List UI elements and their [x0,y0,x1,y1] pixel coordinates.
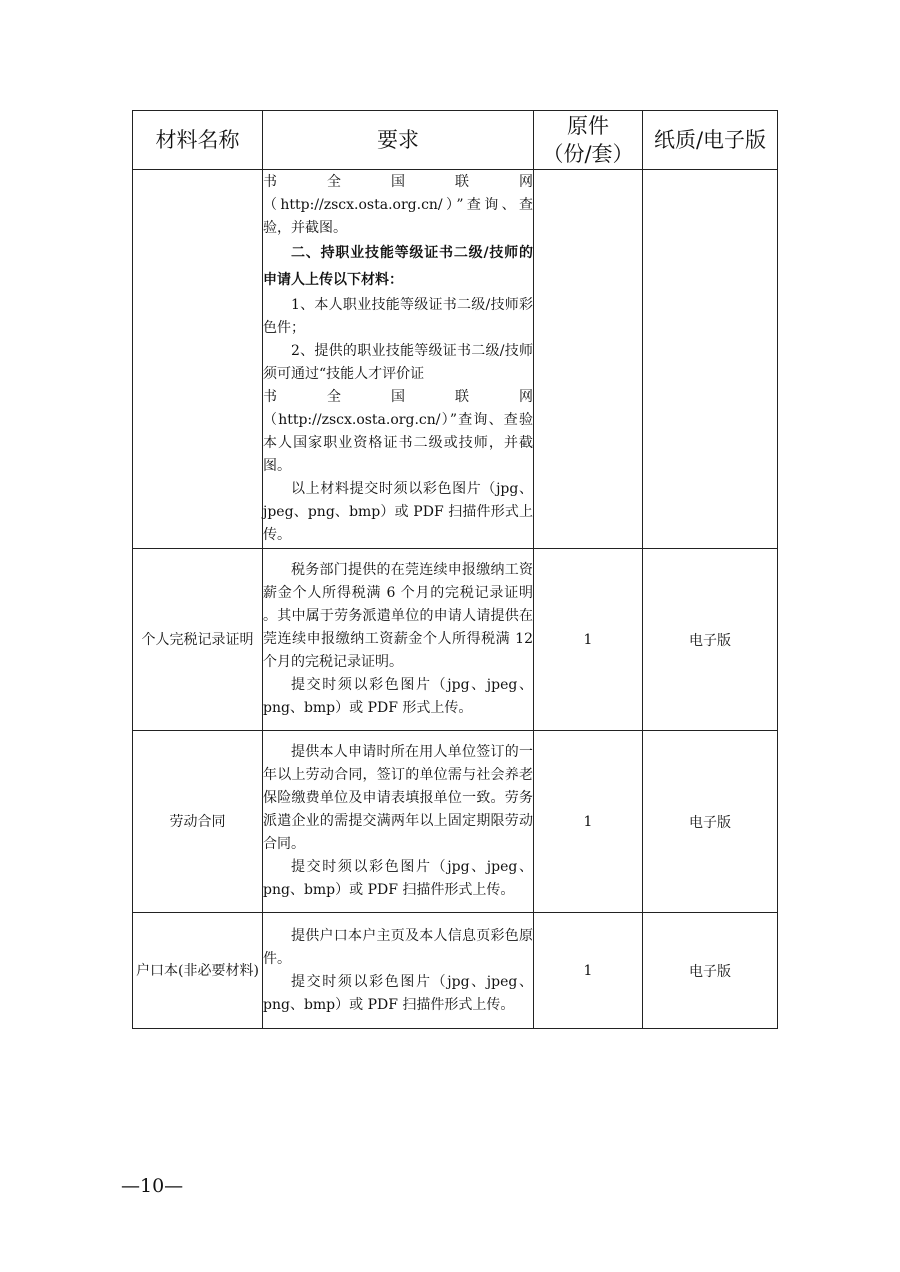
spread-char: 网 [519,389,533,405]
spread-char: 国 [391,174,405,190]
header-count [534,111,643,170]
spread-char: 书 [263,174,277,190]
continuation-item-2: 2、提供的职业技能等级证书二级/技师须可通过“技能人才评价证 [263,343,533,382]
spread-char: 国 [391,389,405,405]
original-count: 1 [534,913,643,1029]
materials-table [132,110,778,1029]
spread-char: 网 [519,174,533,190]
spread-char: 全 [327,174,341,190]
spread-char: 联 [455,389,469,405]
requirement-text: 提供户口本户主页及本人信息页彩色原件。 [263,927,533,967]
spread-line-1 [263,171,533,194]
requirement-cell [263,549,534,731]
header-format: 纸质/电子版 [643,111,778,170]
page-number: —10— [121,1175,184,1197]
table-row [133,731,778,913]
requirement-cell [263,731,534,913]
continuation-name-cell [133,170,263,549]
requirement-note: 提交时须以彩色图片（jpg、jpeg、png、bmp）或 PDF 扫描件形式上传。 [263,973,533,1013]
spread-char: 全 [327,389,341,405]
continuation-format-cell [643,170,778,549]
continuation-text-1: （http://zscx.osta.org.cn/）”查询、查验，并截图。 [263,197,533,236]
continuation-item-1: 1、本人职业技能等级证书二级/技师彩色件； [263,297,533,336]
header-count-line2: （份/套） [542,142,634,166]
material-name: 户口本(非必要材料) [133,913,263,1029]
original-count: 1 [534,731,643,913]
continuation-note: 以上材料提交时须以彩色图片（jpg、jpeg、png、bmp）或 PDF 扫描件形式上传。 [263,481,533,543]
format-value: 电子版 [643,913,778,1029]
continuation-count-cell [534,170,643,549]
continuation-item-2-rest: （http://zscx.osta.org.cn/）”查询、查验本人国家职业资格证书二级或技师，并截图。 [263,412,533,474]
requirement-text: 税务部门提供的在莞连续申报缴纳工资薪金个人所得税满 6 个月的完税记录证明 。其中属于劳务派遣单位的申请人请提供在莞连续申报缴纳工资薪金个人所得税满 12 个月的完税记录证明。 [263,562,533,670]
requirement-text: 提供本人申请时所在用人单位签订的一年以上劳动合同，签订的单位需与社会养老保险缴费单位及申请表填报单位一致。劳务派遣企业的需提交满两年以上固定期限劳动合同。 [263,744,533,852]
format-value: 电子版 [643,731,778,913]
continuation-requirement-cell [263,170,534,549]
requirement-note: 提交时须以彩色图片（jpg、jpeg、png、bmp）或 PDF 形式上传。 [263,677,533,716]
header-name: 材料名称 [133,111,263,170]
continuation-heading: 二、持职业技能等级证书二级/技师的申请人上传以下材料： [263,245,533,288]
header-count-line1: 原件 [567,114,609,138]
material-name: 个人完税记录证明 [133,549,263,731]
table-row [133,549,778,731]
format-value: 电子版 [643,549,778,731]
requirement-cell [263,913,534,1029]
spread-char: 书 [263,389,277,405]
header-requirement: 要求 [263,111,534,170]
material-name: 劳动合同 [133,731,263,913]
table-row-continuation [133,170,778,549]
header-row [133,111,778,170]
spread-line-2 [263,386,533,409]
requirement-note: 提交时须以彩色图片（jpg、jpeg、png、bmp）或 PDF 扫描件形式上传。 [263,859,533,898]
spread-char: 联 [455,174,469,190]
table-row [133,913,778,1029]
original-count: 1 [534,549,643,731]
